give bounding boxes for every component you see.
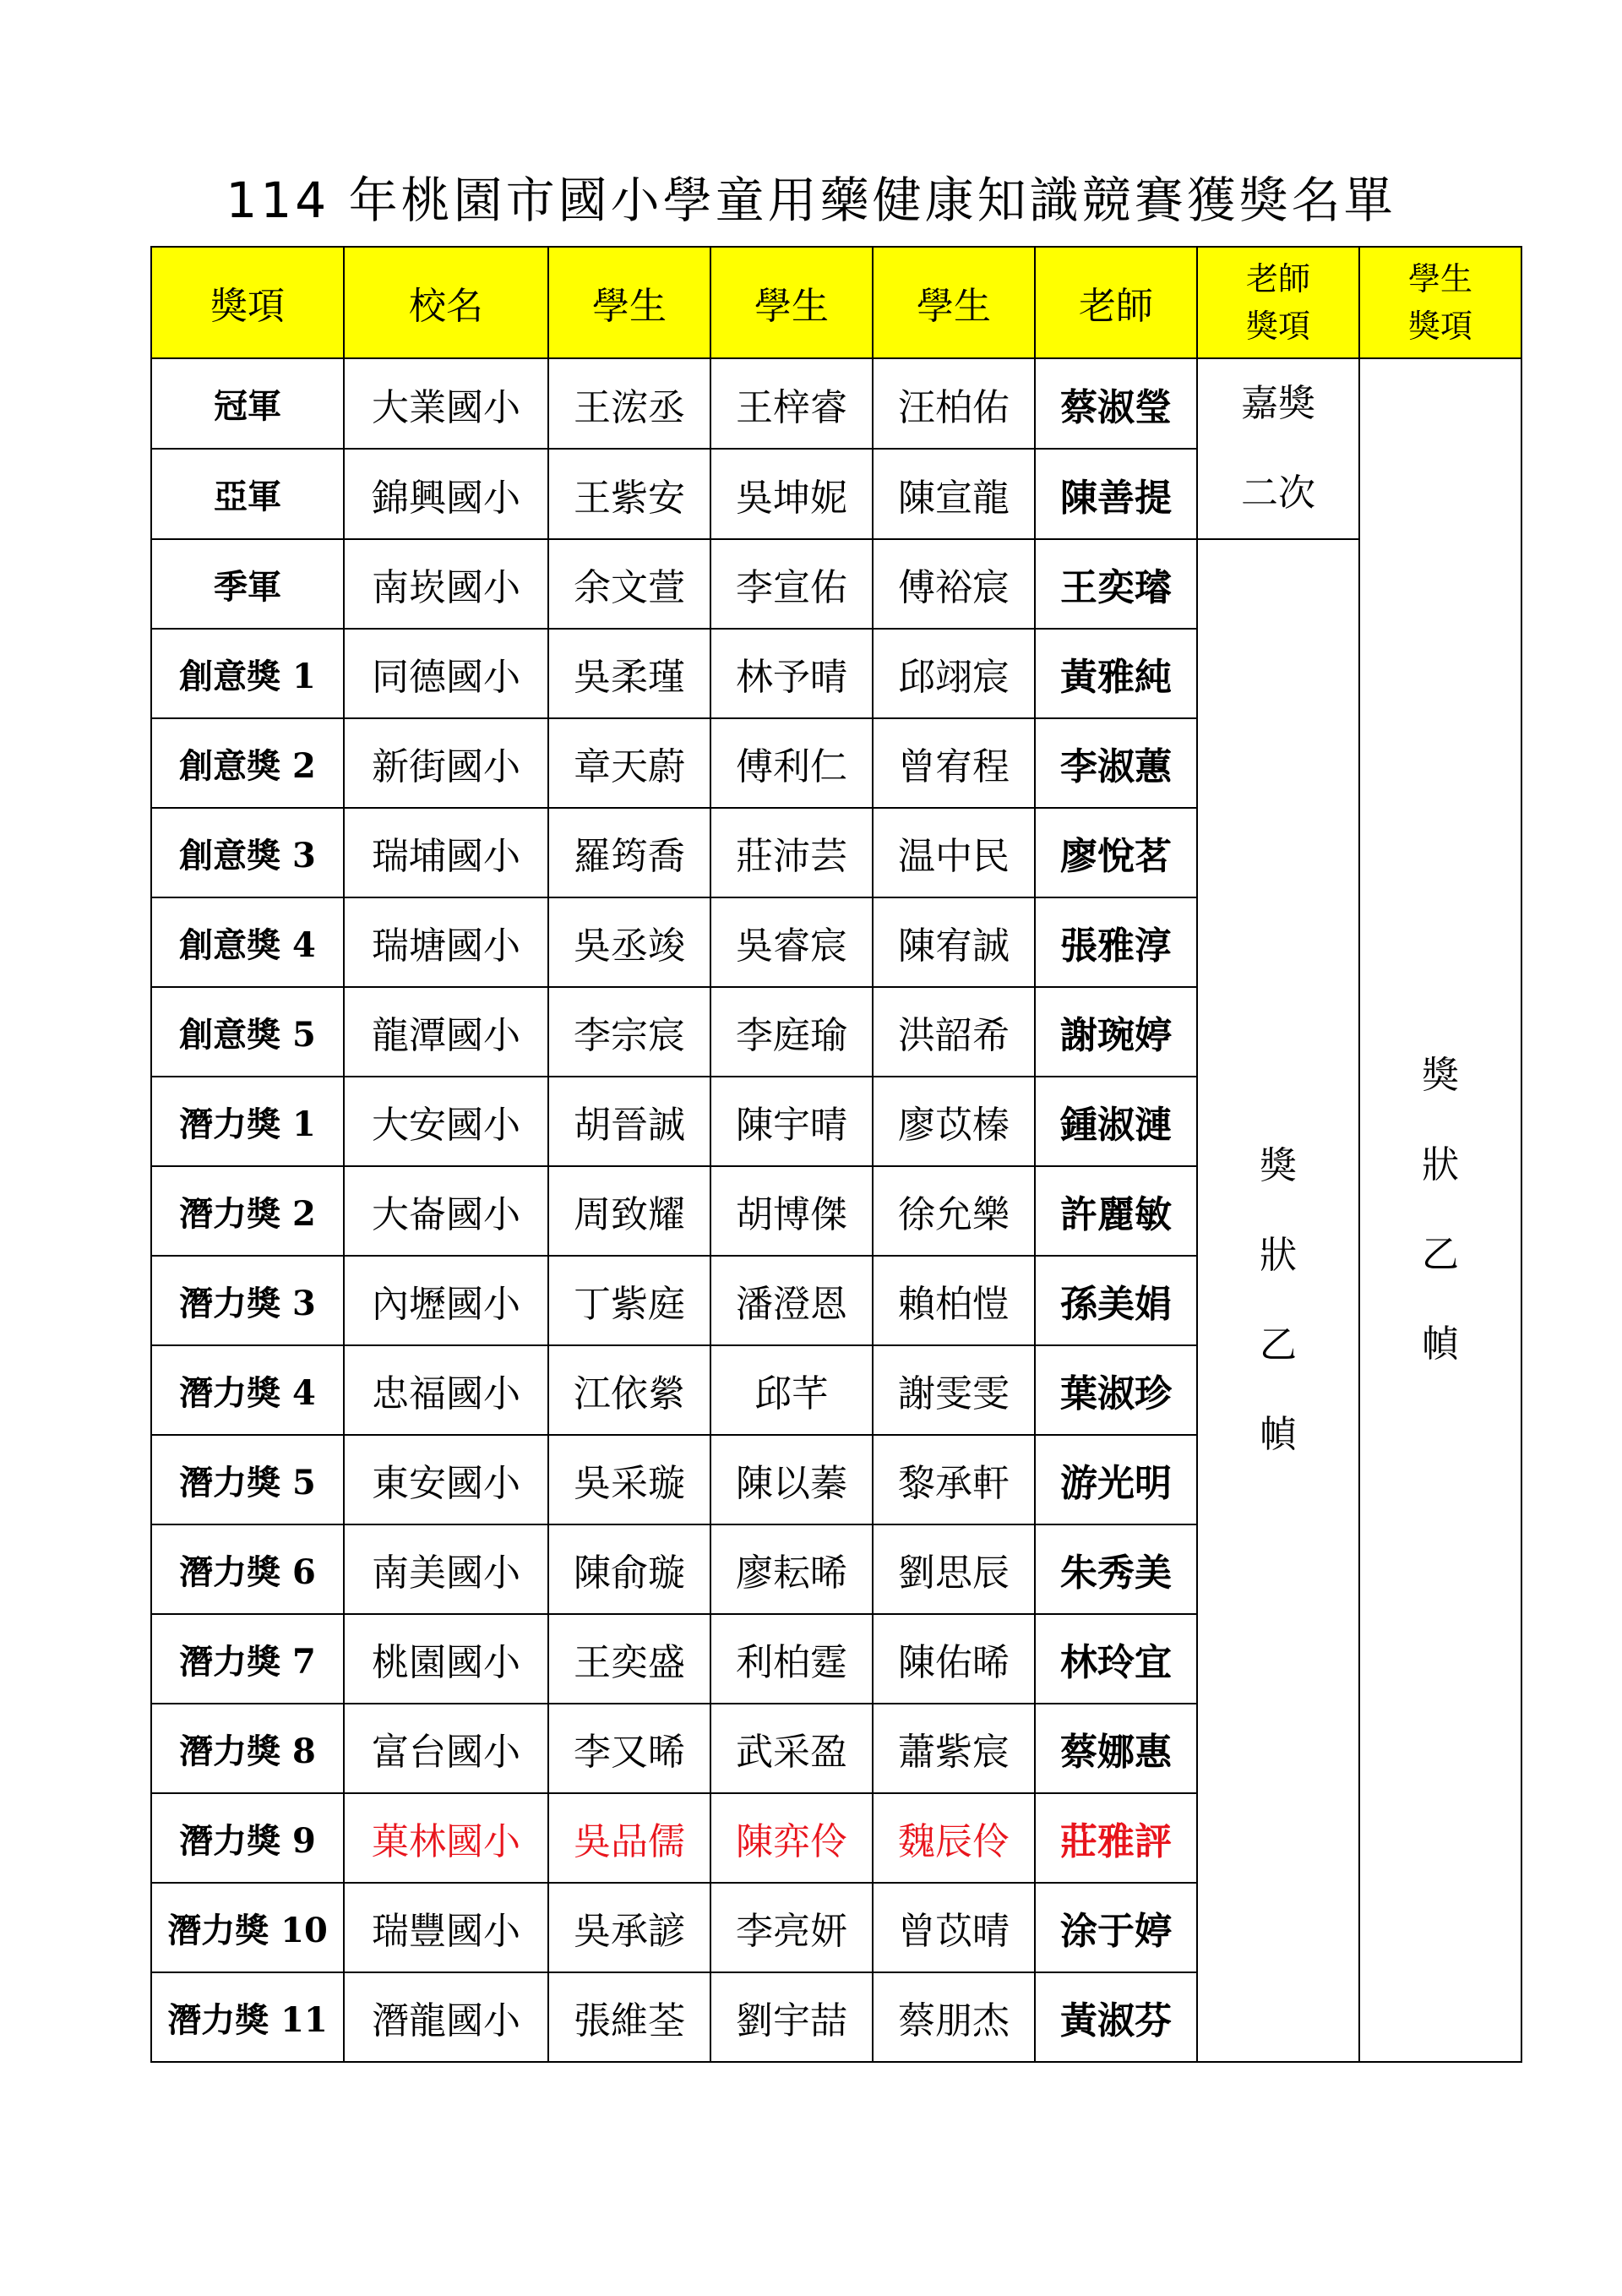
student-cell: 汪柏佑 bbox=[873, 358, 1035, 449]
header-student-award-line1: 學生 bbox=[1407, 260, 1472, 297]
student-cell: 陳弈伶 bbox=[710, 1793, 873, 1883]
school-cell: 同德國小 bbox=[344, 629, 548, 718]
school-cell: 瑞塘國小 bbox=[344, 897, 548, 987]
award-cell: 創意獎 1 bbox=[151, 629, 344, 718]
award-cell: 潛力獎 11 bbox=[151, 1972, 344, 2062]
student-cell: 徐允樂 bbox=[873, 1166, 1035, 1256]
school-cell: 大安國小 bbox=[344, 1077, 548, 1166]
header-student-1: 學生 bbox=[548, 247, 710, 358]
header-award: 獎項 bbox=[151, 247, 344, 358]
award-cell: 潛力獎 3 bbox=[151, 1256, 344, 1345]
student-cell: 林予晴 bbox=[710, 629, 873, 718]
teacher-cell: 謝琬婷 bbox=[1035, 987, 1197, 1077]
award-cell: 潛力獎 10 bbox=[151, 1883, 344, 1972]
student-award-char: 幀 bbox=[1422, 1323, 1459, 1366]
award-cell: 潛力獎 1 bbox=[151, 1077, 344, 1166]
award-cell: 潛力獎 4 bbox=[151, 1345, 344, 1435]
award-cell: 冠軍 bbox=[151, 358, 344, 449]
student-cell: 魏辰伶 bbox=[873, 1793, 1035, 1883]
school-cell: 內壢國小 bbox=[344, 1256, 548, 1345]
student-cell: 胡博傑 bbox=[710, 1166, 873, 1256]
student-cell: 洪韶希 bbox=[873, 987, 1035, 1077]
student-cell: 邱芊 bbox=[710, 1345, 873, 1435]
teacher-cell: 涂于婷 bbox=[1035, 1883, 1197, 1972]
student-cell: 李庭瑜 bbox=[710, 987, 873, 1077]
student-cell: 陳宥誠 bbox=[873, 897, 1035, 987]
student-cell: 廖苡榛 bbox=[873, 1077, 1035, 1166]
school-cell: 南美國小 bbox=[344, 1524, 548, 1614]
teacher-cell: 王奕璿 bbox=[1035, 539, 1197, 629]
student-cell: 賴柏愷 bbox=[873, 1256, 1035, 1345]
teacher-award-top-char: 二次 bbox=[1241, 472, 1315, 515]
teacher-award-bottom-char: 乙 bbox=[1260, 1323, 1297, 1366]
student-award-char: 乙 bbox=[1422, 1233, 1459, 1276]
student-cell: 潘澄恩 bbox=[710, 1256, 873, 1345]
student-cell: 王奕盛 bbox=[548, 1614, 710, 1704]
student-cell: 陳俞璇 bbox=[548, 1524, 710, 1614]
award-cell: 潛力獎 9 bbox=[151, 1793, 344, 1883]
award-cell: 創意獎 3 bbox=[151, 808, 344, 897]
school-cell: 南崁國小 bbox=[344, 539, 548, 629]
teacher-cell: 葉淑珍 bbox=[1035, 1345, 1197, 1435]
header-teacher-award-line1: 老師 bbox=[1245, 260, 1310, 297]
table-row bbox=[151, 358, 1521, 449]
school-cell: 大崙國小 bbox=[344, 1166, 548, 1256]
student-cell: 余文萱 bbox=[548, 539, 710, 629]
teacher-cell: 游光明 bbox=[1035, 1435, 1197, 1524]
header-student-award bbox=[1359, 247, 1521, 358]
student-cell: 王梓睿 bbox=[710, 358, 873, 449]
student-cell: 張維荃 bbox=[548, 1972, 710, 2062]
student-cell: 胡晉誠 bbox=[548, 1077, 710, 1166]
student-cell: 江依縈 bbox=[548, 1345, 710, 1435]
student-cell: 陳宇晴 bbox=[710, 1077, 873, 1166]
school-cell: 東安國小 bbox=[344, 1435, 548, 1524]
award-cell: 潛力獎 2 bbox=[151, 1166, 344, 1256]
school-cell: 龍潭國小 bbox=[344, 987, 548, 1077]
student-cell: 謝雯雯 bbox=[873, 1345, 1035, 1435]
student-award-char: 狀 bbox=[1422, 1143, 1459, 1186]
teacher-cell: 蔡淑瑩 bbox=[1035, 358, 1197, 449]
student-award bbox=[1360, 1031, 1521, 1389]
student-cell: 吳丞竣 bbox=[548, 897, 710, 987]
award-cell: 創意獎 2 bbox=[151, 718, 344, 808]
student-cell: 李宣佑 bbox=[710, 539, 873, 629]
student-cell: 丁紫庭 bbox=[548, 1256, 710, 1345]
teacher-cell: 莊雅評 bbox=[1035, 1793, 1197, 1883]
award-cell: 潛力獎 8 bbox=[151, 1704, 344, 1793]
student-cell: 王浤丞 bbox=[548, 358, 710, 449]
student-cell: 利柏霆 bbox=[710, 1614, 873, 1704]
school-cell: 富台國小 bbox=[344, 1704, 548, 1793]
student-cell: 陳佑晞 bbox=[873, 1614, 1035, 1704]
student-cell: 陳宣龍 bbox=[873, 449, 1035, 539]
header-student-award-line2: 獎項 bbox=[1407, 308, 1472, 345]
award-cell: 亞軍 bbox=[151, 449, 344, 539]
student-cell: 周致耀 bbox=[548, 1166, 710, 1256]
student-cell: 吳承諺 bbox=[548, 1883, 710, 1972]
student-cell: 武采盈 bbox=[710, 1704, 873, 1793]
header-row bbox=[151, 247, 1521, 358]
table-row bbox=[151, 539, 1521, 629]
school-cell: 大業國小 bbox=[344, 358, 548, 449]
page-title: 114 年桃園市國小學童用藥健康知識競賽獲獎名單 bbox=[226, 172, 1396, 229]
teacher-award-bottom bbox=[1198, 1121, 1358, 1480]
student-cell: 廖耘晞 bbox=[710, 1524, 873, 1614]
header-student-2: 學生 bbox=[710, 247, 873, 358]
award-cell: 季軍 bbox=[151, 539, 344, 629]
teacher-cell: 孫美娟 bbox=[1035, 1256, 1197, 1345]
teacher-award-bottom-char: 狀 bbox=[1260, 1234, 1297, 1277]
student-cell: 陳以蓁 bbox=[710, 1435, 873, 1524]
award-cell: 潛力獎 6 bbox=[151, 1524, 344, 1614]
school-cell: 新街國小 bbox=[344, 718, 548, 808]
student-cell: 吳坤妮 bbox=[710, 449, 873, 539]
teacher-cell: 廖悅茗 bbox=[1035, 808, 1197, 897]
teacher-cell: 黃雅純 bbox=[1035, 629, 1197, 718]
school-cell: 瑞埔國小 bbox=[344, 808, 548, 897]
student-award-char: 獎 bbox=[1422, 1054, 1459, 1097]
student-cell: 吳睿宸 bbox=[710, 897, 873, 987]
award-cell: 潛力獎 5 bbox=[151, 1435, 344, 1524]
student-cell: 曾宥程 bbox=[873, 718, 1035, 808]
student-cell: 劉宇喆 bbox=[710, 1972, 873, 2062]
teacher-cell: 黃淑芬 bbox=[1035, 1972, 1197, 2062]
teacher-cell: 李淑蕙 bbox=[1035, 718, 1197, 808]
student-cell: 傅裕宸 bbox=[873, 539, 1035, 629]
school-cell: 瑞豐國小 bbox=[344, 1883, 548, 1972]
teacher-cell: 朱秀美 bbox=[1035, 1524, 1197, 1614]
header-teacher: 老師 bbox=[1035, 247, 1197, 358]
header-teacher-award-line2: 獎項 bbox=[1245, 308, 1310, 345]
school-cell: 桃園國小 bbox=[344, 1614, 548, 1704]
student-cell: 吳品儒 bbox=[548, 1793, 710, 1883]
student-cell: 邱翊宸 bbox=[873, 629, 1035, 718]
school-cell: 錦興國小 bbox=[344, 449, 548, 539]
student-award-cell bbox=[1359, 358, 1521, 2062]
teacher-award-top-cell bbox=[1197, 358, 1359, 539]
award-cell: 創意獎 5 bbox=[151, 987, 344, 1077]
award-cell: 創意獎 4 bbox=[151, 897, 344, 987]
student-cell: 李宗宸 bbox=[548, 987, 710, 1077]
award-table bbox=[150, 246, 1522, 2063]
award-cell: 潛力獎 7 bbox=[151, 1614, 344, 1704]
school-cell: 忠福國小 bbox=[344, 1345, 548, 1435]
teacher-award-top bbox=[1198, 359, 1358, 538]
student-cell: 莊沛芸 bbox=[710, 808, 873, 897]
student-cell: 傅利仁 bbox=[710, 718, 873, 808]
table-body bbox=[151, 358, 1521, 2062]
header-school: 校名 bbox=[344, 247, 548, 358]
teacher-award-bottom-cell bbox=[1197, 539, 1359, 2062]
school-cell: 菓林國小 bbox=[344, 1793, 548, 1883]
header-student-3: 學生 bbox=[873, 247, 1035, 358]
student-cell: 羅筠喬 bbox=[548, 808, 710, 897]
teacher-cell: 陳善提 bbox=[1035, 449, 1197, 539]
teacher-cell: 蔡娜惠 bbox=[1035, 1704, 1197, 1793]
student-cell: 吳采璇 bbox=[548, 1435, 710, 1524]
teacher-award-bottom-char: 獎 bbox=[1260, 1144, 1297, 1187]
school-cell: 潛龍國小 bbox=[344, 1972, 548, 2062]
student-cell: 曾苡晴 bbox=[873, 1883, 1035, 1972]
teacher-cell: 鍾淑漣 bbox=[1035, 1077, 1197, 1166]
teacher-cell: 許麗敏 bbox=[1035, 1166, 1197, 1256]
student-cell: 温中民 bbox=[873, 808, 1035, 897]
student-cell: 王紫安 bbox=[548, 449, 710, 539]
teacher-cell: 林玲宜 bbox=[1035, 1614, 1197, 1704]
student-cell: 蕭紫宸 bbox=[873, 1704, 1035, 1793]
student-cell: 黎承軒 bbox=[873, 1435, 1035, 1524]
student-cell: 吳柔瑾 bbox=[548, 629, 710, 718]
teacher-cell: 張雅淳 bbox=[1035, 897, 1197, 987]
student-cell: 章天蔚 bbox=[548, 718, 710, 808]
teacher-award-bottom-char: 幀 bbox=[1260, 1413, 1297, 1456]
student-cell: 李又晞 bbox=[548, 1704, 710, 1793]
student-cell: 蔡朋杰 bbox=[873, 1972, 1035, 2062]
student-cell: 劉思辰 bbox=[873, 1524, 1035, 1614]
student-cell: 李亮妍 bbox=[710, 1883, 873, 1972]
header-teacher-award bbox=[1197, 247, 1359, 358]
teacher-award-top-char: 嘉獎 bbox=[1241, 382, 1315, 425]
